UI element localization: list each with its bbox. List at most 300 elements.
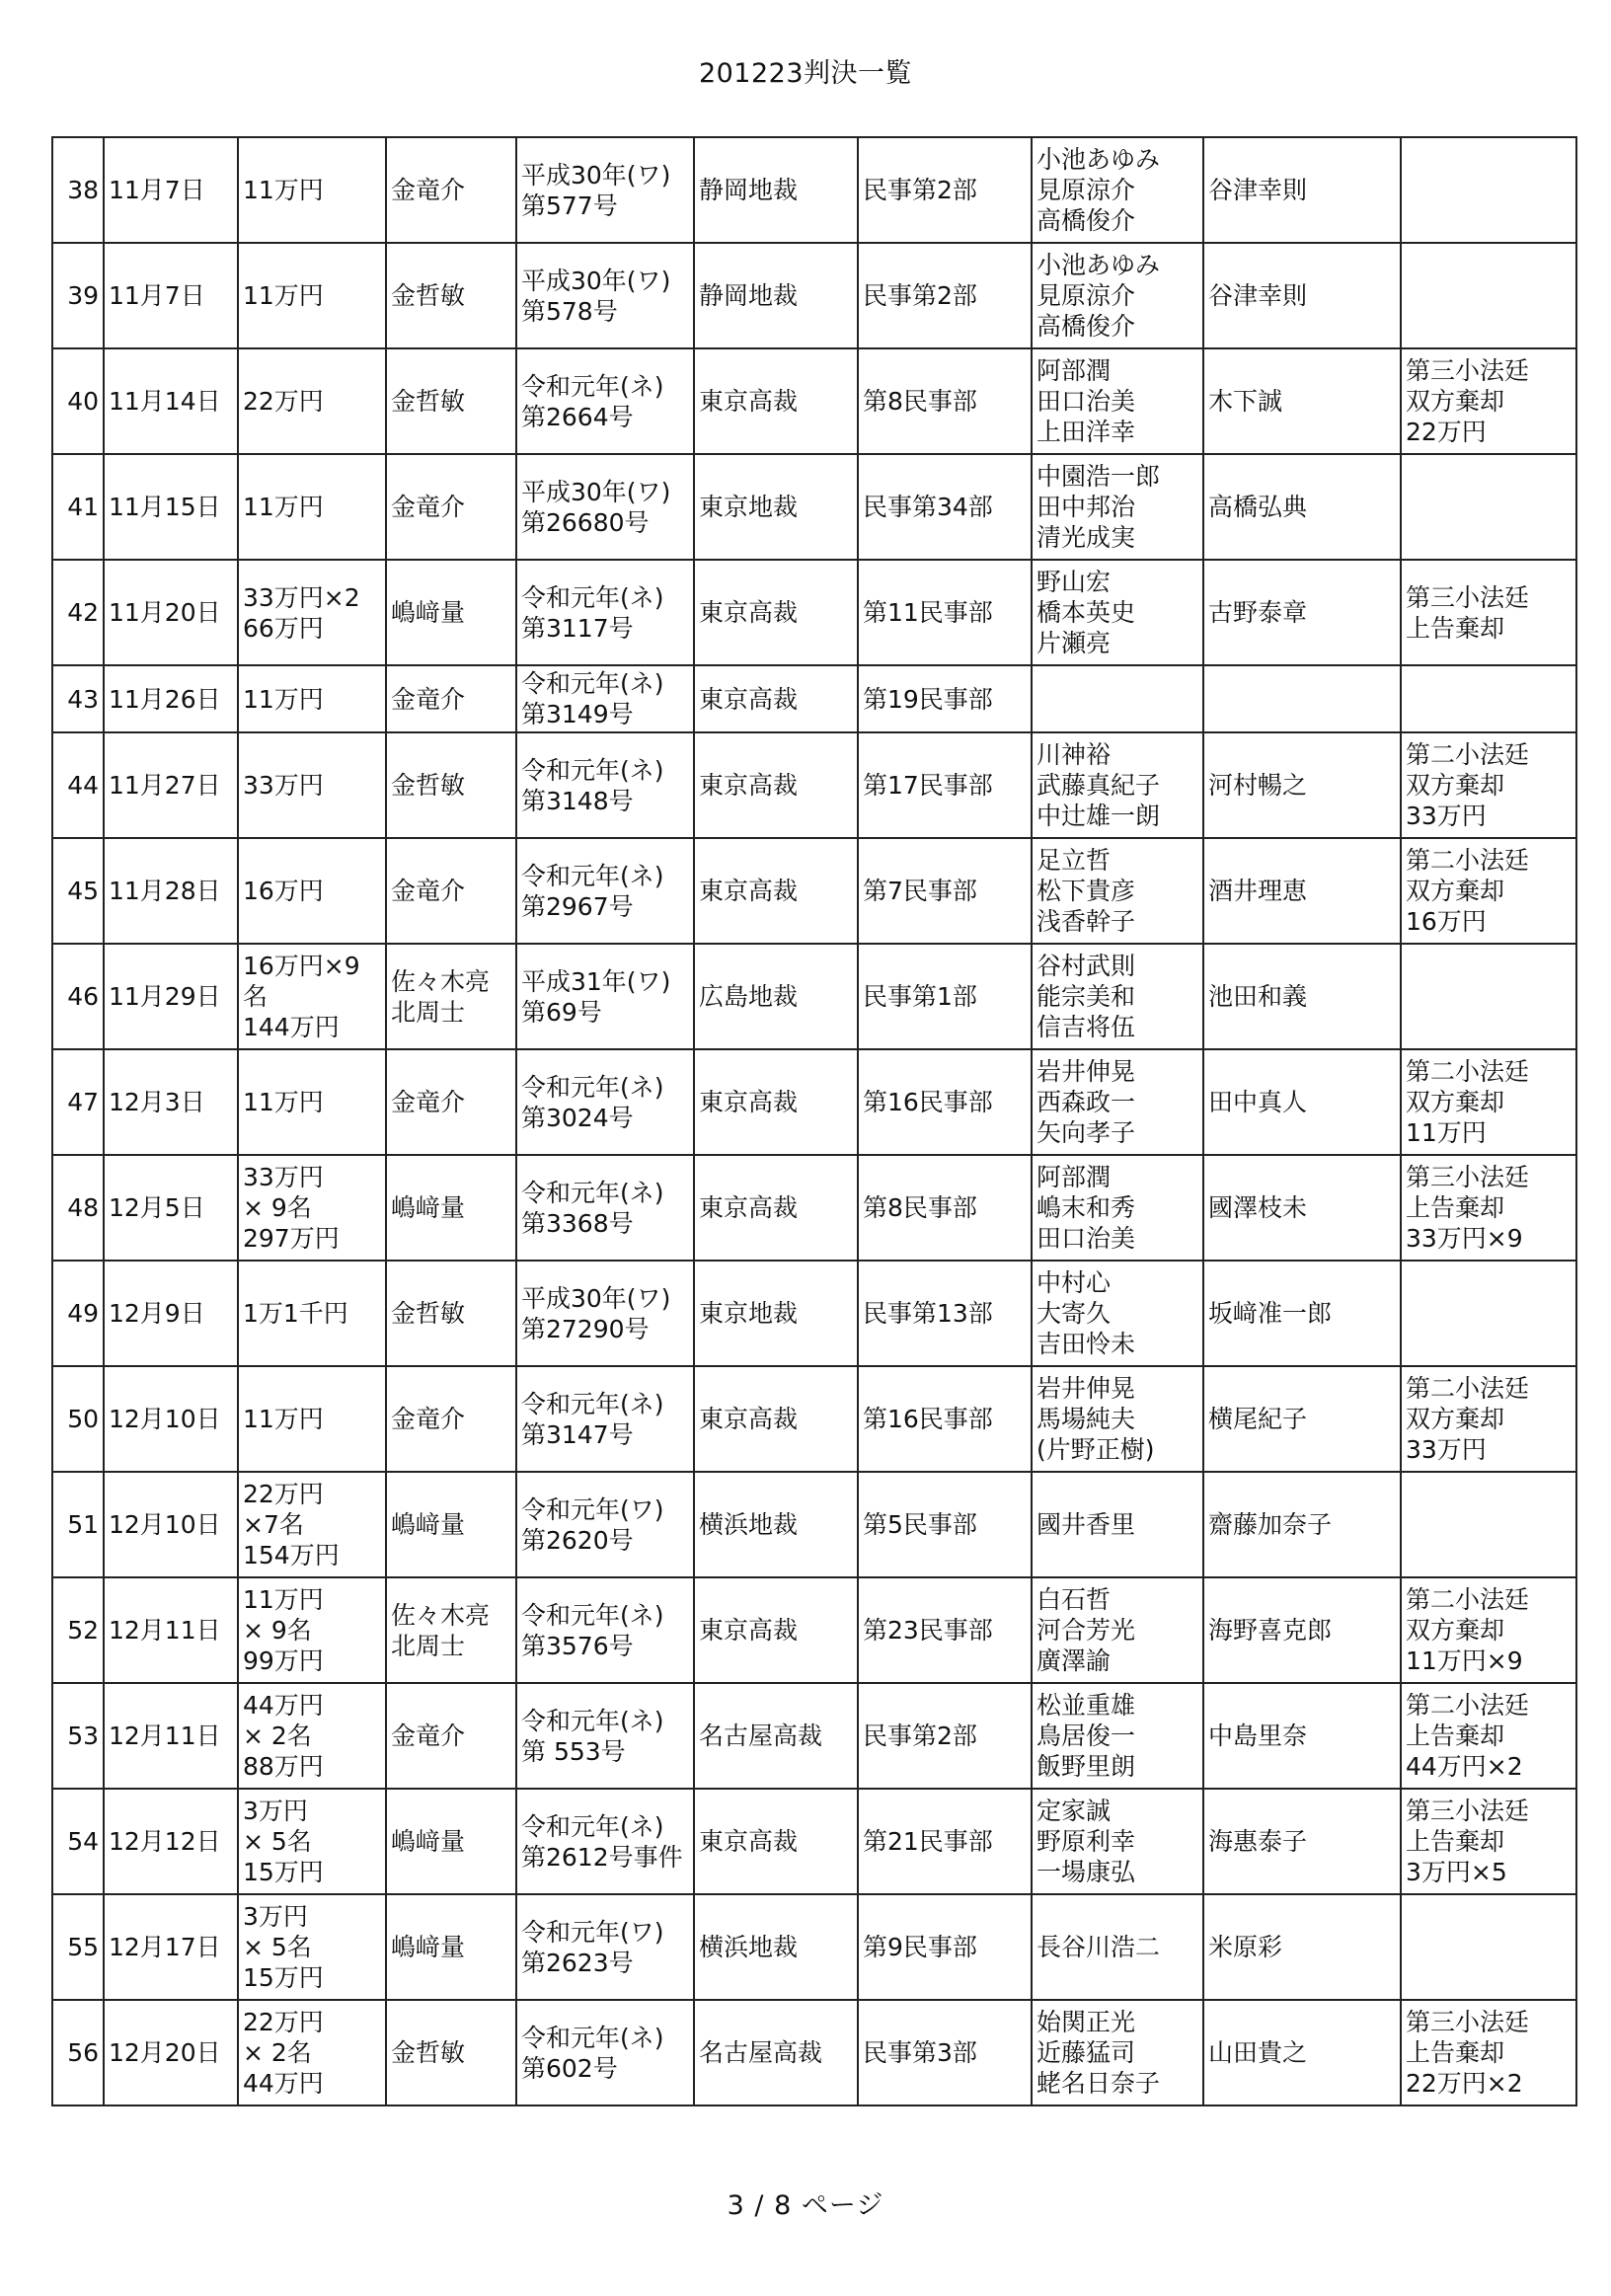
table-row bbox=[52, 454, 1576, 560]
cell-judges-line: 飯野里朗 bbox=[1036, 1752, 1136, 1781]
cell-division: 民事第2部 bbox=[858, 1683, 1032, 1789]
cell-result-line: 第三小法廷 bbox=[1406, 2008, 1530, 2036]
cell-judges-line: 見原涼介 bbox=[1036, 176, 1136, 204]
cell-judges-line: 長谷川浩二 bbox=[1036, 1933, 1161, 1961]
cell-division: 第17民事部 bbox=[858, 732, 1032, 838]
cell-amount-line: 44万円 bbox=[243, 1691, 324, 1720]
cell-amount-line: 名 bbox=[243, 982, 268, 1011]
cell-case-number-line: 平成30年(ワ) bbox=[521, 1283, 671, 1313]
cell-counsel: 中島里奈 bbox=[1203, 1683, 1401, 1789]
cell-result-line: 11万円×9 bbox=[1406, 1646, 1523, 1675]
cell-amount-line: 11万円 bbox=[243, 1585, 324, 1614]
cell-plaintiff-line: 金哲敏 bbox=[391, 1299, 466, 1328]
cell-case-number-line: 令和元年(ネ) bbox=[521, 1072, 664, 1102]
cell-judges-line: 蛯名日奈子 bbox=[1036, 2069, 1161, 2098]
cell-amount-line: ×7名 bbox=[243, 1510, 304, 1539]
cell-plaintiff bbox=[386, 560, 516, 665]
cell-number: 55 bbox=[52, 1894, 104, 2000]
cell-plaintiff bbox=[386, 1155, 516, 1261]
cell-result bbox=[1401, 2000, 1576, 2105]
cell-counsel: 高橋弘典 bbox=[1203, 454, 1401, 560]
table-row bbox=[52, 1366, 1576, 1472]
cell-judges-line: 田口治美 bbox=[1036, 387, 1136, 416]
cell-judges-line: 田中邦治 bbox=[1036, 493, 1136, 521]
cell-plaintiff-line: 金哲敏 bbox=[391, 2038, 466, 2067]
cell-case-number-line: 令和元年(ネ) bbox=[521, 669, 664, 698]
cell-date: 12月20日 bbox=[104, 2000, 238, 2105]
cell-result-line: 上告棄却 bbox=[1406, 2038, 1505, 2067]
cell-judges-line: 高橋俊介 bbox=[1036, 312, 1136, 341]
cell-judges bbox=[1032, 1049, 1203, 1155]
cell-case-number bbox=[516, 838, 694, 944]
cell-case-number-line: 令和元年(ネ) bbox=[521, 1389, 664, 1418]
cell-judges bbox=[1032, 1894, 1203, 2000]
cell-amount-line: 11万円 bbox=[243, 1088, 324, 1116]
cell-case-number bbox=[516, 348, 694, 454]
cell-result bbox=[1401, 243, 1576, 348]
cell-result-line: 33万円 bbox=[1406, 1435, 1487, 1464]
cell-case-number-line: 第602号 bbox=[521, 2053, 618, 2083]
cell-amount bbox=[238, 838, 386, 944]
cell-division: 第7民事部 bbox=[858, 838, 1032, 944]
cell-plaintiff-line: 金哲敏 bbox=[391, 771, 466, 800]
cell-case-number-line: 第27290号 bbox=[521, 1314, 650, 1343]
cell-amount-line: 33万円 bbox=[243, 771, 324, 800]
cell-amount bbox=[238, 1683, 386, 1789]
cell-amount-line: 11万円 bbox=[243, 684, 324, 714]
cell-case-number bbox=[516, 1894, 694, 2000]
cell-date: 11月29日 bbox=[104, 944, 238, 1049]
table-row bbox=[52, 1577, 1576, 1683]
cell-case-number-line: 第2623号 bbox=[521, 1948, 634, 1977]
cell-judges-line: 廣澤諭 bbox=[1036, 1646, 1112, 1675]
cell-number: 39 bbox=[52, 243, 104, 348]
cell-case-number-line: 第3148号 bbox=[521, 786, 634, 815]
cell-plaintiff bbox=[386, 1683, 516, 1789]
cell-amount-line: 11万円 bbox=[243, 281, 324, 310]
cell-division: 民事第3部 bbox=[858, 2000, 1032, 2105]
cell-case-number bbox=[516, 137, 694, 243]
table-row bbox=[52, 348, 1576, 454]
table-row bbox=[52, 2000, 1576, 2105]
cell-plaintiff bbox=[386, 665, 516, 732]
cell-amount-line: 88万円 bbox=[243, 1752, 324, 1781]
cell-number: 45 bbox=[52, 838, 104, 944]
cell-date: 12月3日 bbox=[104, 1049, 238, 1155]
cell-result-line: 11万円 bbox=[1406, 1118, 1487, 1147]
table-row bbox=[52, 1155, 1576, 1261]
cell-case-number-line: 第2620号 bbox=[521, 1525, 634, 1555]
cell-result-line: 第二小法廷 bbox=[1406, 1585, 1530, 1614]
cell-date: 12月11日 bbox=[104, 1683, 238, 1789]
cell-counsel: 坂﨑准一郎 bbox=[1203, 1261, 1401, 1366]
cell-case-number-line: 令和元年(ワ) bbox=[521, 1494, 664, 1524]
cell-counsel: 池田和義 bbox=[1203, 944, 1401, 1049]
cell-amount-line: × 9名 bbox=[243, 1616, 312, 1645]
cell-amount-line: 22万円 bbox=[243, 387, 324, 416]
cell-judges-line: 川神裕 bbox=[1036, 740, 1112, 769]
cell-judges-line: 野原利幸 bbox=[1036, 1827, 1136, 1856]
cell-case-number-line: 令和元年(ネ) bbox=[521, 755, 664, 785]
cell-division: 第23民事部 bbox=[858, 1577, 1032, 1683]
cell-amount-line: 99万円 bbox=[243, 1646, 324, 1675]
cell-judges-line: 浅香幹子 bbox=[1036, 907, 1136, 936]
cell-plaintiff-line: 金竜介 bbox=[391, 1405, 466, 1433]
cell-counsel: 古野泰章 bbox=[1203, 560, 1401, 665]
cell-judges-line: 阿部潤 bbox=[1036, 356, 1112, 385]
cell-judges-line: 鳥居俊一 bbox=[1036, 1722, 1136, 1750]
cell-counsel: 横尾紀子 bbox=[1203, 1366, 1401, 1472]
cell-case-number-line: 第3576号 bbox=[521, 1631, 634, 1660]
table-row bbox=[52, 1789, 1576, 1894]
table-row bbox=[52, 1683, 1576, 1789]
cell-case-number-line: 令和元年(ネ) bbox=[521, 861, 664, 890]
cell-amount bbox=[238, 2000, 386, 2105]
cell-date: 11月27日 bbox=[104, 732, 238, 838]
cell-court: 東京地裁 bbox=[694, 1261, 858, 1366]
cell-date: 12月5日 bbox=[104, 1155, 238, 1261]
cell-case-number-line: 第3024号 bbox=[521, 1103, 634, 1132]
cell-date: 12月12日 bbox=[104, 1789, 238, 1894]
cell-result bbox=[1401, 454, 1576, 560]
cell-counsel: 海惠泰子 bbox=[1203, 1789, 1401, 1894]
cell-amount bbox=[238, 1261, 386, 1366]
cell-case-number-line: 第2664号 bbox=[521, 402, 634, 431]
cell-amount-line: 22万円 bbox=[243, 2008, 324, 2036]
cell-result-line: 第二小法廷 bbox=[1406, 1691, 1530, 1720]
cell-court: 静岡地裁 bbox=[694, 243, 858, 348]
cell-case-number bbox=[516, 454, 694, 560]
cell-date: 12月10日 bbox=[104, 1366, 238, 1472]
cell-plaintiff bbox=[386, 1894, 516, 2000]
cell-judges-line: 野山宏 bbox=[1036, 568, 1112, 596]
cell-judges bbox=[1032, 560, 1203, 665]
cell-result-line: 双方棄却 bbox=[1406, 771, 1505, 800]
cell-judges-line: 小池あゆみ bbox=[1036, 251, 1161, 279]
cell-amount bbox=[238, 1789, 386, 1894]
cell-case-number-line: 令和元年(ネ) bbox=[521, 371, 664, 401]
cell-judges bbox=[1032, 732, 1203, 838]
cell-date: 12月11日 bbox=[104, 1577, 238, 1683]
cell-date: 11月15日 bbox=[104, 454, 238, 560]
cell-judges-line: 始関正光 bbox=[1036, 2008, 1136, 2036]
cell-amount-line: 144万円 bbox=[243, 1013, 340, 1041]
cell-judges bbox=[1032, 838, 1203, 944]
cell-judges bbox=[1032, 1683, 1203, 1789]
cell-judges-line: 中園浩一郎 bbox=[1036, 462, 1161, 491]
cell-plaintiff-line: 北周士 bbox=[391, 997, 466, 1027]
cell-court: 横浜地裁 bbox=[694, 1472, 858, 1577]
cell-case-number-line: 第3117号 bbox=[521, 613, 634, 643]
cell-date: 12月17日 bbox=[104, 1894, 238, 2000]
cell-result-line: 上告棄却 bbox=[1406, 1827, 1505, 1856]
cell-amount bbox=[238, 665, 386, 732]
cell-amount bbox=[238, 137, 386, 243]
cell-case-number bbox=[516, 732, 694, 838]
cell-result bbox=[1401, 665, 1576, 732]
cell-judges-line: 嶋末和秀 bbox=[1036, 1193, 1136, 1222]
cell-amount-line: × 2名 bbox=[243, 1722, 312, 1750]
cell-plaintiff-line: 嶋﨑量 bbox=[391, 1827, 466, 1856]
table-row bbox=[52, 944, 1576, 1049]
cell-case-number bbox=[516, 1472, 694, 1577]
cell-case-number-line: 令和元年(ネ) bbox=[521, 582, 664, 612]
cell-judges bbox=[1032, 243, 1203, 348]
cell-number: 43 bbox=[52, 665, 104, 732]
cell-amount-line: × 9名 bbox=[243, 1193, 312, 1222]
cell-judges-line: 岩井伸晃 bbox=[1036, 1057, 1136, 1086]
cell-judges-line: 阿部潤 bbox=[1036, 1163, 1112, 1191]
cell-plaintiff bbox=[386, 1261, 516, 1366]
cell-division: 第19民事部 bbox=[858, 665, 1032, 732]
cell-judges-line: 高橋俊介 bbox=[1036, 206, 1136, 235]
cell-counsel: 河村暢之 bbox=[1203, 732, 1401, 838]
cell-result-line: 双方棄却 bbox=[1406, 387, 1505, 416]
cell-court: 東京高裁 bbox=[694, 560, 858, 665]
cell-amount-line: 33万円 bbox=[243, 1163, 324, 1191]
cell-division: 民事第2部 bbox=[858, 243, 1032, 348]
cell-amount-line: 15万円 bbox=[243, 1963, 324, 1992]
cell-plaintiff-line: 金竜介 bbox=[391, 176, 466, 204]
cell-case-number-line: 第577号 bbox=[521, 191, 618, 220]
cell-plaintiff-line: 嶋﨑量 bbox=[391, 1193, 466, 1222]
cell-result bbox=[1401, 1894, 1576, 2000]
cell-result-line: 33万円×9 bbox=[1406, 1224, 1523, 1253]
cell-case-number bbox=[516, 2000, 694, 2105]
cell-result-line: 44万円×2 bbox=[1406, 1752, 1523, 1781]
cell-judges-line: 信吉将伍 bbox=[1036, 1013, 1136, 1041]
cell-judges bbox=[1032, 944, 1203, 1049]
cell-result-line: 22万円×2 bbox=[1406, 2069, 1523, 2098]
cell-division: 第8民事部 bbox=[858, 348, 1032, 454]
cell-judges bbox=[1032, 2000, 1203, 2105]
cell-date: 11月20日 bbox=[104, 560, 238, 665]
cell-judges-line: 一場康弘 bbox=[1036, 1858, 1136, 1886]
cell-amount bbox=[238, 243, 386, 348]
cell-date: 12月9日 bbox=[104, 1261, 238, 1366]
cell-amount-line: 11万円 bbox=[243, 493, 324, 521]
cell-date: 11月14日 bbox=[104, 348, 238, 454]
cell-division: 第5民事部 bbox=[858, 1472, 1032, 1577]
cell-judges bbox=[1032, 1261, 1203, 1366]
cell-result bbox=[1401, 1155, 1576, 1261]
cell-plaintiff bbox=[386, 1366, 516, 1472]
cell-judges bbox=[1032, 1366, 1203, 1472]
cell-court: 名古屋高裁 bbox=[694, 1683, 858, 1789]
cell-result bbox=[1401, 732, 1576, 838]
cell-judges-line: 足立哲 bbox=[1036, 846, 1112, 875]
cell-court: 東京高裁 bbox=[694, 1366, 858, 1472]
cell-division: 第16民事部 bbox=[858, 1366, 1032, 1472]
cell-judges-line: 能宗美和 bbox=[1036, 982, 1136, 1011]
cell-case-number bbox=[516, 560, 694, 665]
cell-court: 東京高裁 bbox=[694, 1049, 858, 1155]
table-row bbox=[52, 137, 1576, 243]
cell-counsel: 谷津幸則 bbox=[1203, 137, 1401, 243]
cell-case-number-line: 第3368号 bbox=[521, 1208, 634, 1238]
cell-number: 46 bbox=[52, 944, 104, 1049]
cell-division: 第11民事部 bbox=[858, 560, 1032, 665]
cell-result bbox=[1401, 1366, 1576, 1472]
cell-amount-line: 44万円 bbox=[243, 2069, 324, 2098]
cell-plaintiff-line: 金竜介 bbox=[391, 1722, 466, 1750]
cell-judges-line: 近藤猛司 bbox=[1036, 2038, 1136, 2067]
cell-amount-line: × 2名 bbox=[243, 2038, 312, 2067]
cell-plaintiff bbox=[386, 137, 516, 243]
cell-case-number-line: 第2967号 bbox=[521, 891, 634, 921]
cell-judges-line: 河合芳光 bbox=[1036, 1616, 1136, 1645]
cell-judges-line: 小池あゆみ bbox=[1036, 145, 1161, 174]
cell-amount bbox=[238, 1366, 386, 1472]
cell-judges-line: 上田洋幸 bbox=[1036, 418, 1136, 446]
cell-result bbox=[1401, 1049, 1576, 1155]
cell-amount bbox=[238, 348, 386, 454]
cell-result-line: 双方棄却 bbox=[1406, 1616, 1505, 1645]
table-row bbox=[52, 243, 1576, 348]
cell-amount-line: 15万円 bbox=[243, 1858, 324, 1886]
cell-number: 53 bbox=[52, 1683, 104, 1789]
cell-plaintiff-line: 金竜介 bbox=[391, 684, 466, 714]
cell-date: 11月7日 bbox=[104, 243, 238, 348]
cell-case-number bbox=[516, 944, 694, 1049]
cell-court: 東京高裁 bbox=[694, 1155, 858, 1261]
cell-judges-line: 松下貴彦 bbox=[1036, 877, 1136, 905]
cell-amount bbox=[238, 1155, 386, 1261]
cell-amount-line: 33万円×2 bbox=[243, 582, 360, 612]
cell-result-line: 第三小法廷 bbox=[1406, 582, 1530, 612]
cell-case-number-line: 第3149号 bbox=[521, 700, 634, 728]
cell-court: 東京高裁 bbox=[694, 665, 858, 732]
cell-result-line: 上告棄却 bbox=[1406, 1722, 1505, 1750]
cell-number: 51 bbox=[52, 1472, 104, 1577]
cell-judges-line: 白石哲 bbox=[1036, 1585, 1112, 1614]
cell-amount bbox=[238, 1577, 386, 1683]
cell-result-line: 第三小法廷 bbox=[1406, 356, 1530, 385]
cell-counsel bbox=[1203, 665, 1401, 732]
cell-plaintiff bbox=[386, 1049, 516, 1155]
cell-judges-line: 國井香里 bbox=[1036, 1510, 1136, 1539]
cell-court: 名古屋高裁 bbox=[694, 2000, 858, 2105]
cell-case-number-line: 第578号 bbox=[521, 296, 618, 326]
cell-result-line: 22万円 bbox=[1406, 418, 1487, 446]
cell-judges-line: 定家誠 bbox=[1036, 1797, 1112, 1825]
cell-case-number bbox=[516, 1155, 694, 1261]
cell-plaintiff bbox=[386, 454, 516, 560]
cell-plaintiff bbox=[386, 1472, 516, 1577]
cell-plaintiff-line: 金哲敏 bbox=[391, 387, 466, 416]
cell-division: 民事第1部 bbox=[858, 944, 1032, 1049]
cell-plaintiff bbox=[386, 243, 516, 348]
cell-division: 第9民事部 bbox=[858, 1894, 1032, 2000]
cell-case-number-line: 平成30年(ワ) bbox=[521, 266, 671, 295]
cell-division: 第16民事部 bbox=[858, 1049, 1032, 1155]
ruling-table bbox=[51, 136, 1577, 2106]
cell-number: 41 bbox=[52, 454, 104, 560]
cell-plaintiff-line: 金竜介 bbox=[391, 1088, 466, 1116]
cell-result bbox=[1401, 1683, 1576, 1789]
cell-number: 52 bbox=[52, 1577, 104, 1683]
cell-judges-line: 岩井伸晃 bbox=[1036, 1374, 1136, 1403]
cell-case-number-line: 令和元年(ネ) bbox=[521, 2023, 664, 2052]
cell-case-number bbox=[516, 1366, 694, 1472]
cell-court: 東京地裁 bbox=[694, 454, 858, 560]
cell-judges-line: 西森政一 bbox=[1036, 1088, 1136, 1116]
page-number: 3 / 8 ページ bbox=[727, 2190, 884, 2221]
cell-court: 東京高裁 bbox=[694, 1577, 858, 1683]
cell-judges-line: (片野正樹) bbox=[1036, 1435, 1155, 1464]
cell-result bbox=[1401, 1472, 1576, 1577]
cell-plaintiff-line: 金竜介 bbox=[391, 877, 466, 905]
cell-judges-line: 中村心 bbox=[1036, 1268, 1112, 1297]
cell-plaintiff-line: 嶋﨑量 bbox=[391, 1510, 466, 1539]
cell-judges-line: 大寄久 bbox=[1036, 1299, 1112, 1328]
cell-plaintiff-line: 北周士 bbox=[391, 1631, 466, 1660]
cell-case-number-line: 令和元年(ワ) bbox=[521, 1917, 664, 1947]
cell-amount-line: × 5名 bbox=[243, 1933, 312, 1961]
cell-judges-line: 中辻雄一朗 bbox=[1036, 802, 1161, 830]
cell-result-line: 3万円×5 bbox=[1406, 1858, 1507, 1886]
cell-judges-line: 吉田怜未 bbox=[1036, 1330, 1136, 1358]
cell-result bbox=[1401, 1789, 1576, 1894]
cell-judges-line: 谷村武則 bbox=[1036, 952, 1136, 980]
cell-case-number-line: 令和元年(ネ) bbox=[521, 1811, 664, 1841]
cell-counsel: 酒井理恵 bbox=[1203, 838, 1401, 944]
cell-result-line: 双方棄却 bbox=[1406, 1088, 1505, 1116]
cell-result-line: 第三小法廷 bbox=[1406, 1797, 1530, 1825]
page-title: 201223判決一覧 bbox=[698, 58, 913, 89]
cell-date: 11月28日 bbox=[104, 838, 238, 944]
cell-number: 42 bbox=[52, 560, 104, 665]
cell-amount-line: 154万円 bbox=[243, 1541, 340, 1569]
cell-result-line: 33万円 bbox=[1406, 802, 1487, 830]
cell-result bbox=[1401, 944, 1576, 1049]
cell-case-number bbox=[516, 665, 694, 732]
cell-plaintiff-line: 金竜介 bbox=[391, 493, 466, 521]
table-row bbox=[52, 838, 1576, 944]
cell-judges-line: 馬場純夫 bbox=[1036, 1405, 1136, 1433]
cell-amount-line: 22万円 bbox=[243, 1480, 324, 1508]
cell-plaintiff bbox=[386, 1789, 516, 1894]
cell-case-number-line: 第 553号 bbox=[521, 1736, 626, 1766]
cell-result-line: 第二小法廷 bbox=[1406, 846, 1530, 875]
cell-court: 広島地裁 bbox=[694, 944, 858, 1049]
cell-result-line: 第三小法廷 bbox=[1406, 1163, 1530, 1191]
cell-court: 東京高裁 bbox=[694, 732, 858, 838]
cell-case-number bbox=[516, 1577, 694, 1683]
cell-case-number-line: 令和元年(ネ) bbox=[521, 1600, 664, 1630]
cell-amount-line: 66万円 bbox=[243, 613, 324, 643]
cell-result-line: 双方棄却 bbox=[1406, 877, 1505, 905]
cell-judges-line: 武藤真紀子 bbox=[1036, 771, 1161, 800]
cell-amount bbox=[238, 1894, 386, 2000]
cell-amount bbox=[238, 1049, 386, 1155]
cell-case-number bbox=[516, 243, 694, 348]
cell-case-number-line: 第69号 bbox=[521, 997, 602, 1027]
cell-judges bbox=[1032, 1577, 1203, 1683]
cell-result bbox=[1401, 560, 1576, 665]
cell-plaintiff bbox=[386, 1577, 516, 1683]
cell-judges-line: 片瀬亮 bbox=[1036, 629, 1112, 657]
cell-plaintiff-line: 佐々木亮 bbox=[391, 1600, 491, 1630]
cell-division: 民事第2部 bbox=[858, 137, 1032, 243]
cell-judges bbox=[1032, 454, 1203, 560]
cell-case-number-line: 第26680号 bbox=[521, 507, 650, 537]
table-row bbox=[52, 1049, 1576, 1155]
cell-date: 11月7日 bbox=[104, 137, 238, 243]
cell-case-number-line: 第2612号事件 bbox=[521, 1842, 683, 1872]
cell-case-number bbox=[516, 1683, 694, 1789]
cell-result-line: 第二小法廷 bbox=[1406, 740, 1530, 769]
